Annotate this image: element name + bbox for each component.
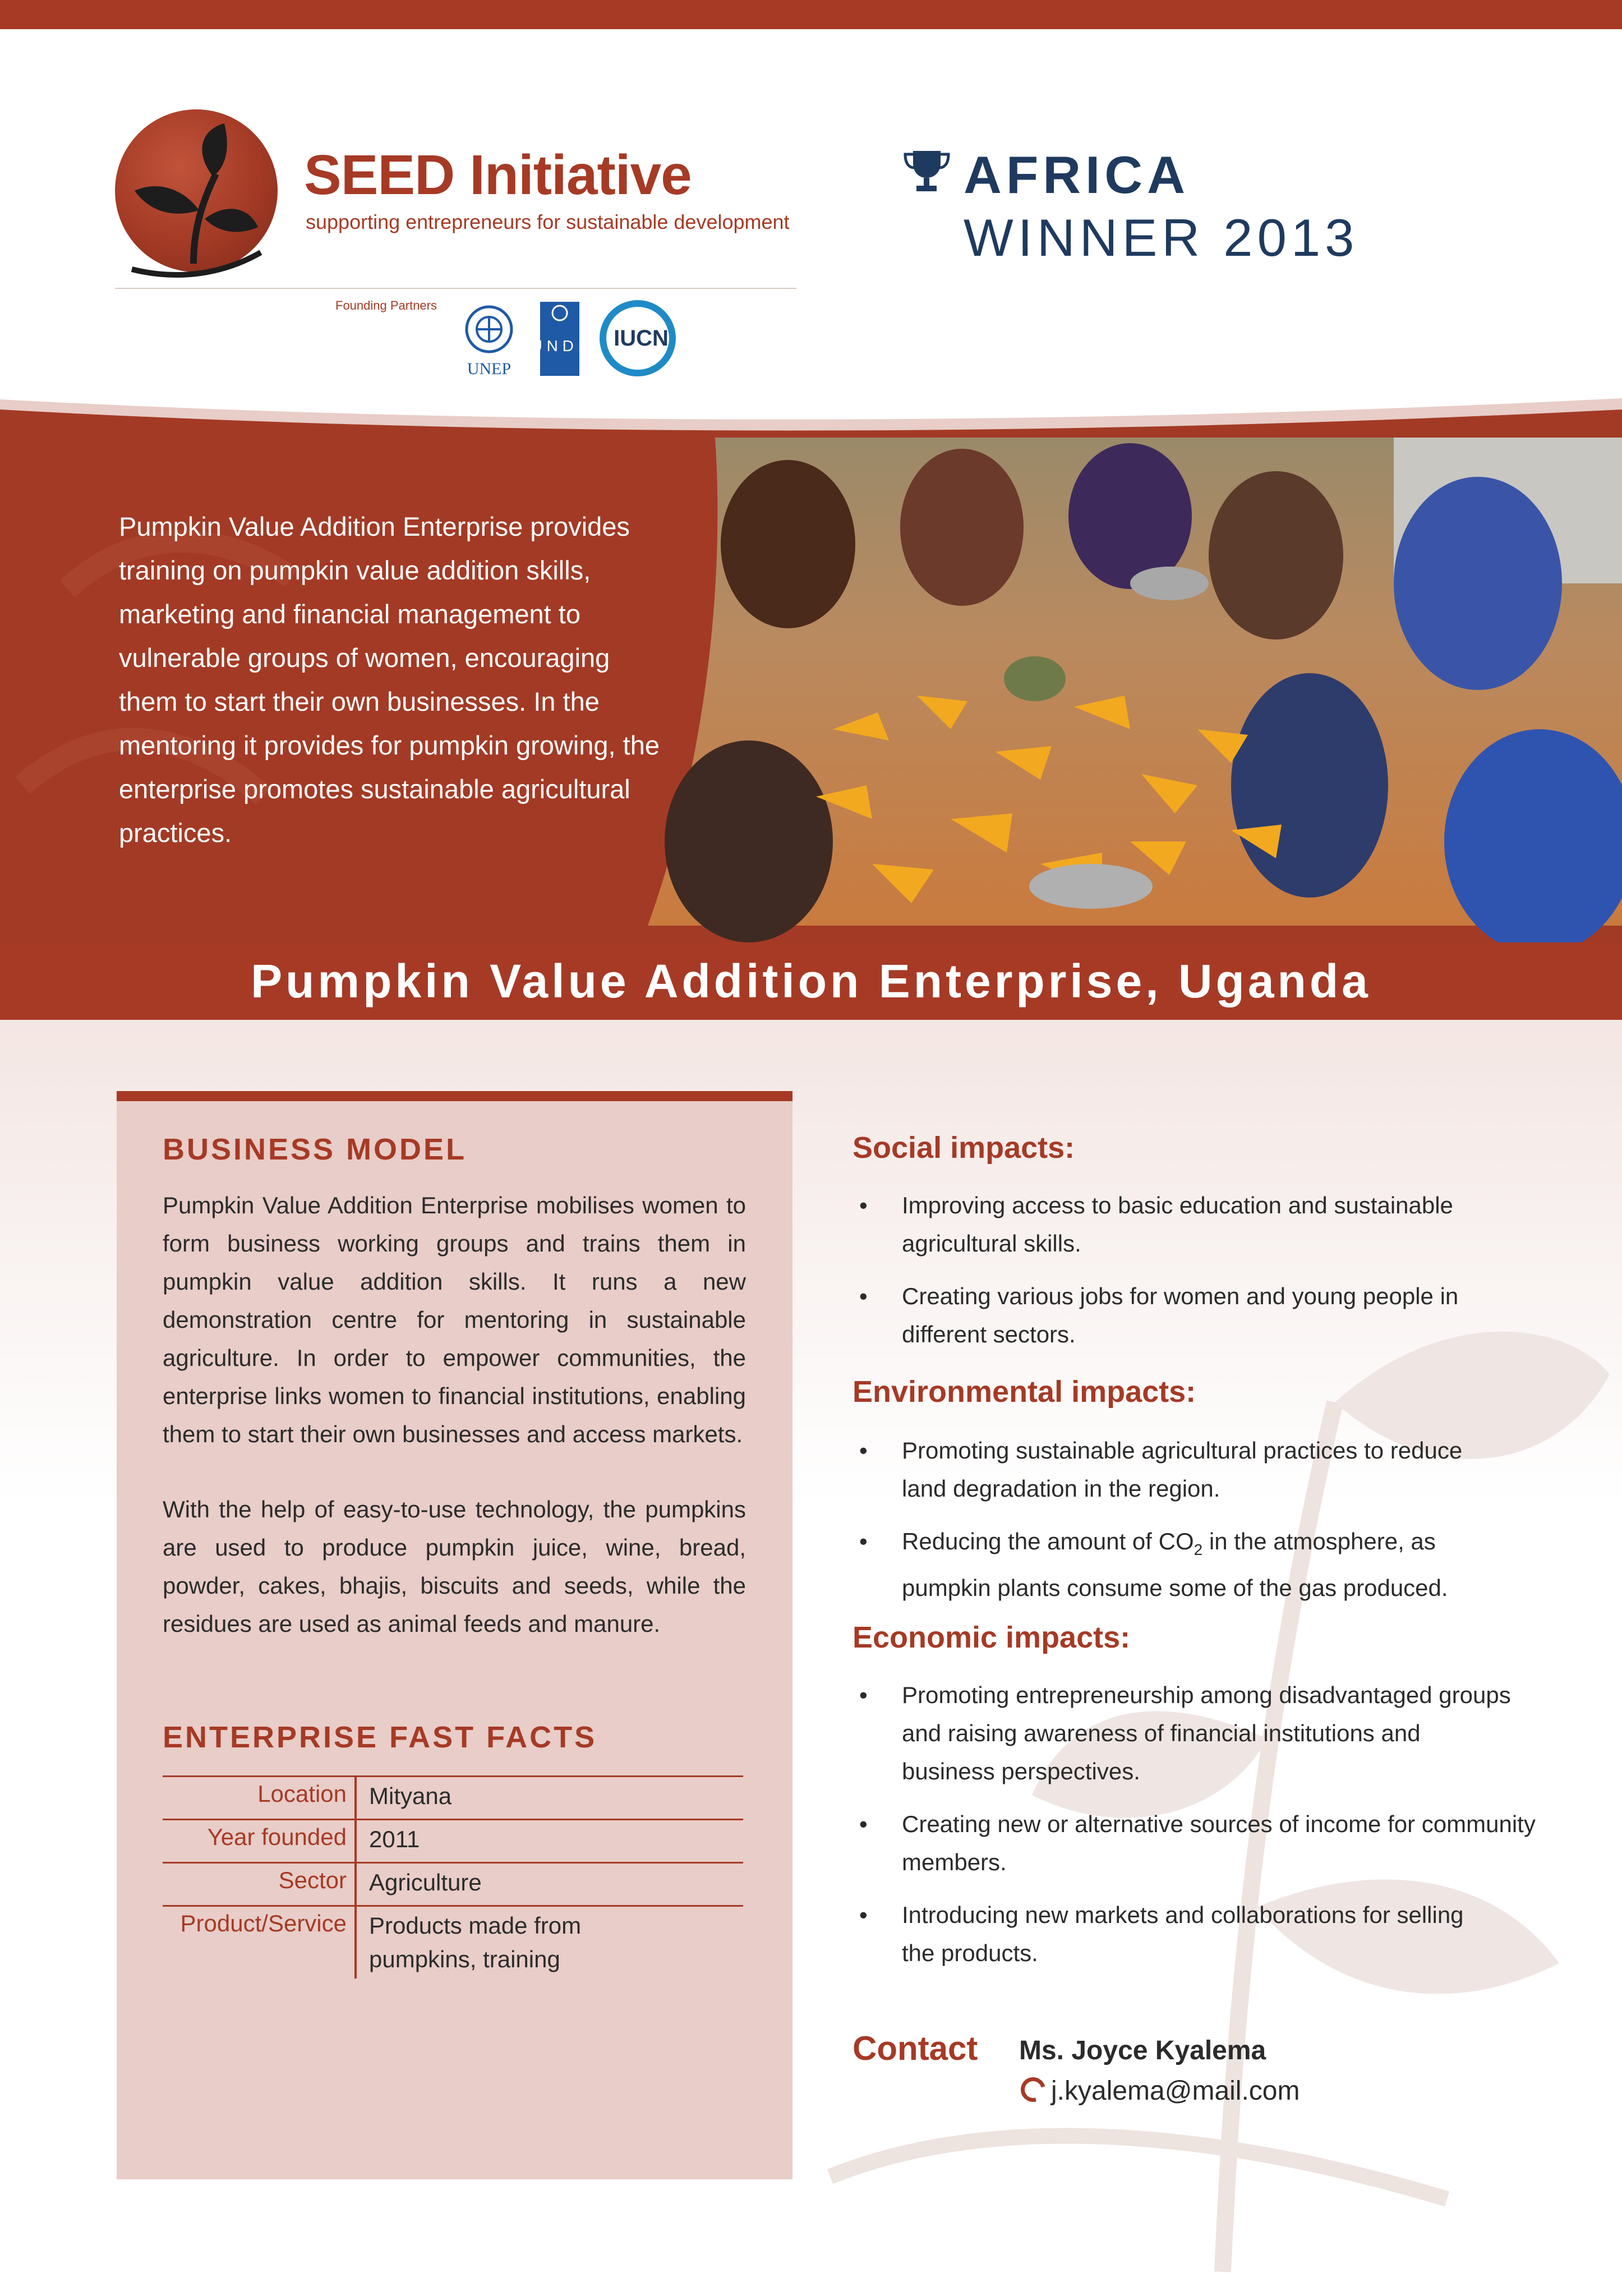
award-region: AFRICA [964, 145, 1190, 204]
contact-name: Ms. Joyce Kyalema [1019, 2036, 1266, 2065]
iucn-label: IUCN [614, 326, 669, 351]
fact-value-year-founded: 2011 [354, 1820, 743, 1862]
award-year: WINNER 2013 [964, 208, 1359, 267]
fact-value-product-service: Products made from pumpkins, training [354, 1907, 683, 1978]
co2-subscript: 2 [1194, 1541, 1203, 1558]
social-impacts-heading: Social impacts: [853, 1131, 1075, 1165]
fast-facts-heading: ENTERPRISE FAST FACTS [163, 1720, 597, 1754]
environmental-impacts-heading: Environmental impacts: [853, 1375, 1196, 1409]
hero-photo-women-cutting-pumpkins [648, 438, 1622, 926]
economic-impacts-list [853, 1676, 1536, 1987]
social-impacts-list [853, 1186, 1526, 1368]
fact-value-location: Mityana [354, 1777, 743, 1819]
unep-label: UNEP [467, 360, 512, 378]
business-panel-accent [117, 1091, 792, 1101]
business-model-paragraph-1: Pumpkin Value Addition Enterprise mobilises women to form business working groups and trains them in pumpkin value addition skills. It runs a new demonstration centre for mentoring in sustainable agriculture. In order to empower communities, the enterprise links women to financial institutions, enabling them to start their own businesses and access markets. [163, 1192, 746, 1447]
undp-logo-icon [531, 302, 589, 376]
brand-title: SEED Initiative [304, 144, 692, 206]
founding-partners-label: Founding Partners [335, 298, 437, 312]
fact-label-sector: Sector [278, 1867, 347, 1893]
business-model-paragraph-2: With the help of easy-to-use technology, the pumpkins are used to produce pumpkin juice, wine, bread, powder, cakes, bhajis, biscuits and seeds, while the residues are used as animal feeds and manure. [163, 1496, 746, 1637]
iucn-logo-icon [596, 298, 679, 378]
environmental-impacts-list [853, 1432, 1526, 1622]
page-title: Pumpkin Value Addition Enterprise, Uganda [251, 955, 1371, 1007]
contact-email-link[interactable]: j.kyalema@mail.com [1051, 2076, 1300, 2106]
seed-sprout-icon [109, 112, 289, 286]
table-row [163, 1775, 743, 1819]
fast-facts-table [163, 1775, 743, 1978]
list-item: • Improving access to basic education and sustainable agricultural skills. [853, 1186, 1485, 1263]
table-row [163, 1862, 743, 1905]
fact-label-location: Location [257, 1780, 347, 1807]
contact-heading: Contact [853, 2030, 978, 2067]
list-item: • Promoting entrepreneurship among disadvantaged groups and raising awareness of financial institutions and business perspectives. [853, 1676, 1519, 1791]
list-item [853, 1522, 1524, 1607]
top-accent-bar [0, 0, 1622, 29]
economic-impacts-heading: Economic impacts: [853, 1621, 1131, 1654]
co2-text-before: Reducing the amount of CO [902, 1528, 1194, 1554]
unep-logo-icon [454, 300, 524, 379]
header-divider [115, 288, 796, 289]
business-model-heading: BUSINESS MODEL [163, 1133, 467, 1166]
list-item: • Creating various jobs for women and young people in different sectors. [853, 1277, 1474, 1354]
fact-label-year-founded: Year founded [207, 1824, 347, 1850]
hero-description: Pumpkin Value Addition Enterprise provides training on pumpkin value addition skills, marketing and financial management to vulnerable groups of women, encouraging them to start their own businesses. In the mentoring it provides for pumpkin growing, the enterprise promotes sustainable agricultural practices. [119, 512, 660, 848]
fact-label-product-service: Product/Service [180, 1910, 347, 1936]
trophy-icon [903, 149, 951, 194]
fact-value-sector: Agriculture [354, 1864, 743, 1905]
list-item: • Creating new or alternative sources of income for community members. [853, 1805, 1552, 1881]
email-bullet-icon [1016, 2073, 1050, 2106]
list-item: • Introducing new markets and collaborations for selling the products. [853, 1896, 1474, 1972]
brand-subtitle: supporting entrepreneurs for sustainable development [306, 210, 790, 233]
co2-text-after: in the atmosphere, as pumpkin plants consume some of the gas produced. [902, 1528, 1448, 1601]
table-row [163, 1905, 743, 1978]
undp-label: U N D P [531, 337, 589, 355]
list-item: • Promoting sustainable agricultural practices to reduce land degradation in the region. [853, 1432, 1508, 1508]
contact-email-row [1021, 2076, 1300, 2106]
table-row [163, 1819, 743, 1862]
